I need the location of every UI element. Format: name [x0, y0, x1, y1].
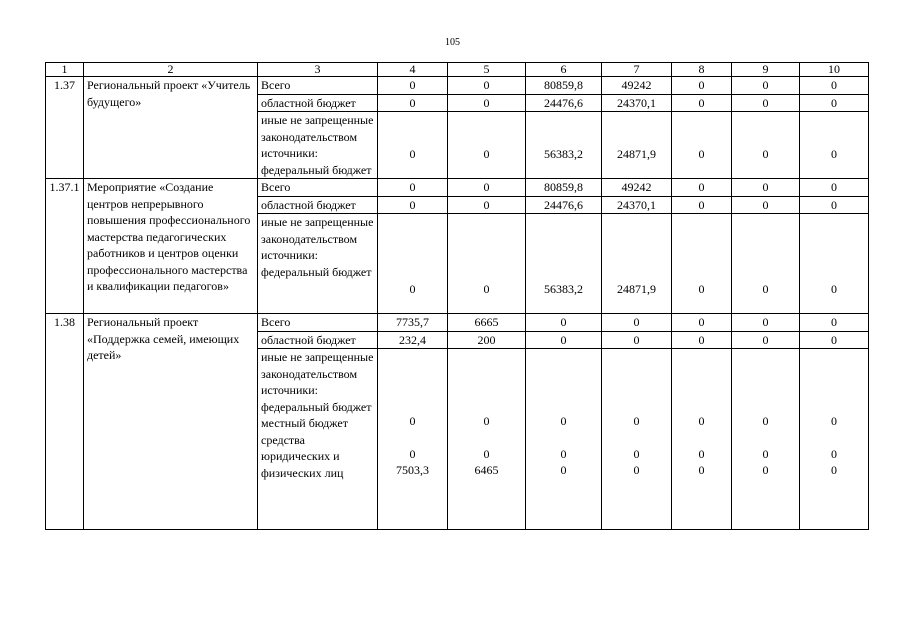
value-cell: 0 [448, 112, 526, 179]
value-cell: 56383,2 [526, 112, 602, 179]
value-stack [378, 349, 448, 530]
value-cell: 0 [672, 112, 732, 179]
value-cell: 24871,9 [602, 214, 672, 314]
column-header: 8 [672, 63, 732, 77]
value-cell: 0 [633, 414, 640, 428]
row-title: Региональный проект «Учитель будущего» [84, 77, 258, 179]
value-cell: 0 [672, 179, 732, 197]
funding-source: иные не запрещенные законодательством источники: федеральный бюджет [258, 112, 378, 179]
value-cell: 0 [378, 94, 448, 112]
value-stack [602, 349, 672, 530]
value-cell: 0 [800, 112, 869, 179]
value-cell: 0 [831, 414, 837, 428]
funding-source: Всего [258, 179, 378, 197]
value-cell: 0 [448, 196, 526, 214]
value-cell: 0 [831, 446, 837, 461]
value-cell: 0 [698, 414, 705, 428]
value-cell: 0 [409, 414, 416, 428]
value-cell: 6665 [448, 314, 526, 332]
funding-source: Всего [258, 314, 378, 332]
budget-table [45, 62, 869, 530]
value-stack [672, 349, 732, 530]
funding-source: местный бюджет [261, 416, 348, 430]
value-cell: 0 [633, 446, 640, 461]
value-stack [448, 349, 526, 530]
value-cell: 0 [448, 214, 526, 314]
column-header: 9 [732, 63, 800, 77]
row-title: Региональный проект «Поддержка семей, имеющих детей» [84, 314, 258, 530]
value-cell: 0 [483, 414, 490, 428]
column-header: 1 [46, 63, 84, 77]
value-cell: 0 [762, 446, 769, 461]
value-cell: 0 [698, 446, 705, 461]
value-cell: 0 [602, 314, 672, 332]
value-cell: 0 [448, 179, 526, 197]
value-cell: 0 [526, 331, 602, 349]
value-cell: 0 [672, 94, 732, 112]
funding-source: областной бюджет [258, 196, 378, 214]
value-cell: 0 [602, 331, 672, 349]
row-index: 1.37 [46, 77, 84, 179]
column-header: 5 [448, 63, 526, 77]
value-cell: 0 [560, 463, 567, 477]
value-cell: 0 [526, 314, 602, 332]
value-stack [526, 349, 602, 530]
value-cell: 0 [672, 331, 732, 349]
value-cell: 0 [483, 446, 490, 461]
value-cell: 0 [732, 314, 800, 332]
value-cell: 0 [378, 112, 448, 179]
value-cell: 0 [378, 77, 448, 95]
value-cell: 0 [762, 414, 769, 428]
column-number-row [46, 63, 869, 77]
funding-source: иные не запрещенные законодательством источники: федеральный бюджет [261, 350, 374, 414]
table-row [46, 77, 869, 95]
funding-source: средства юридических и физических лиц [261, 432, 344, 480]
value-cell: 0 [800, 214, 869, 314]
value-cell: 80859,8 [526, 77, 602, 95]
value-cell: 0 [732, 112, 800, 179]
value-cell: 0 [762, 463, 769, 477]
value-cell: 0 [831, 463, 837, 477]
value-cell: 0 [409, 446, 416, 461]
value-cell: 0 [732, 214, 800, 314]
value-cell: 0 [800, 331, 869, 349]
value-cell: 0 [672, 196, 732, 214]
value-cell: 0 [672, 77, 732, 95]
value-cell: 0 [732, 331, 800, 349]
value-cell: 24370,1 [602, 196, 672, 214]
column-header: 7 [602, 63, 672, 77]
value-cell: 80859,8 [526, 179, 602, 197]
value-cell: 24871,9 [602, 112, 672, 179]
value-cell: 0 [732, 196, 800, 214]
column-header: 4 [378, 63, 448, 77]
value-cell: 0 [800, 314, 869, 332]
value-cell: 24476,6 [526, 94, 602, 112]
value-cell: 24370,1 [602, 94, 672, 112]
value-cell: 0 [732, 179, 800, 197]
value-cell: 0 [378, 179, 448, 197]
value-cell: 232,4 [378, 331, 448, 349]
value-cell: 0 [378, 196, 448, 214]
value-cell: 7735,7 [378, 314, 448, 332]
column-header: 3 [258, 63, 378, 77]
value-cell: 200 [448, 331, 526, 349]
column-header: 6 [526, 63, 602, 77]
value-cell: 56383,2 [526, 214, 602, 314]
value-cell: 49242 [602, 179, 672, 197]
funding-source: иные не запрещенные законодательством источники: федеральный бюджет [258, 214, 378, 314]
value-cell: 0 [800, 77, 869, 95]
value-stack [732, 349, 800, 530]
value-cell: 49242 [602, 77, 672, 95]
column-header: 10 [800, 63, 869, 77]
row-index: 1.38 [46, 314, 84, 530]
value-cell: 7503,3 [396, 463, 429, 477]
row-index: 1.37.1 [46, 179, 84, 314]
value-cell: 0 [672, 314, 732, 332]
funding-source: областной бюджет [258, 94, 378, 112]
value-cell: 0 [378, 214, 448, 314]
value-cell: 0 [732, 77, 800, 95]
table-row [46, 314, 869, 332]
value-cell: 6465 [474, 463, 499, 477]
funding-source-group [258, 349, 378, 530]
value-cell: 0 [732, 94, 800, 112]
value-cell: 0 [800, 196, 869, 214]
value-cell: 0 [560, 414, 567, 428]
value-cell: 24476,6 [526, 196, 602, 214]
value-cell: 0 [672, 214, 732, 314]
page-number: 105 [445, 37, 460, 48]
value-cell: 0 [800, 94, 869, 112]
value-cell: 0 [633, 463, 640, 477]
table-row [46, 179, 869, 197]
value-stack [800, 349, 869, 530]
row-title: Мероприятие «Создание центров непрерывного повышения профессионального мастерства педагогических работников и центров оценки профессионального мастерства и квалификации педагогов» [84, 179, 258, 314]
value-cell: 0 [800, 179, 869, 197]
value-cell: 0 [448, 94, 526, 112]
value-cell: 0 [698, 463, 705, 477]
value-cell: 0 [560, 446, 567, 461]
column-header: 2 [84, 63, 258, 77]
funding-source: Всего [258, 77, 378, 95]
value-cell: 0 [448, 77, 526, 95]
funding-source: областной бюджет [258, 331, 378, 349]
